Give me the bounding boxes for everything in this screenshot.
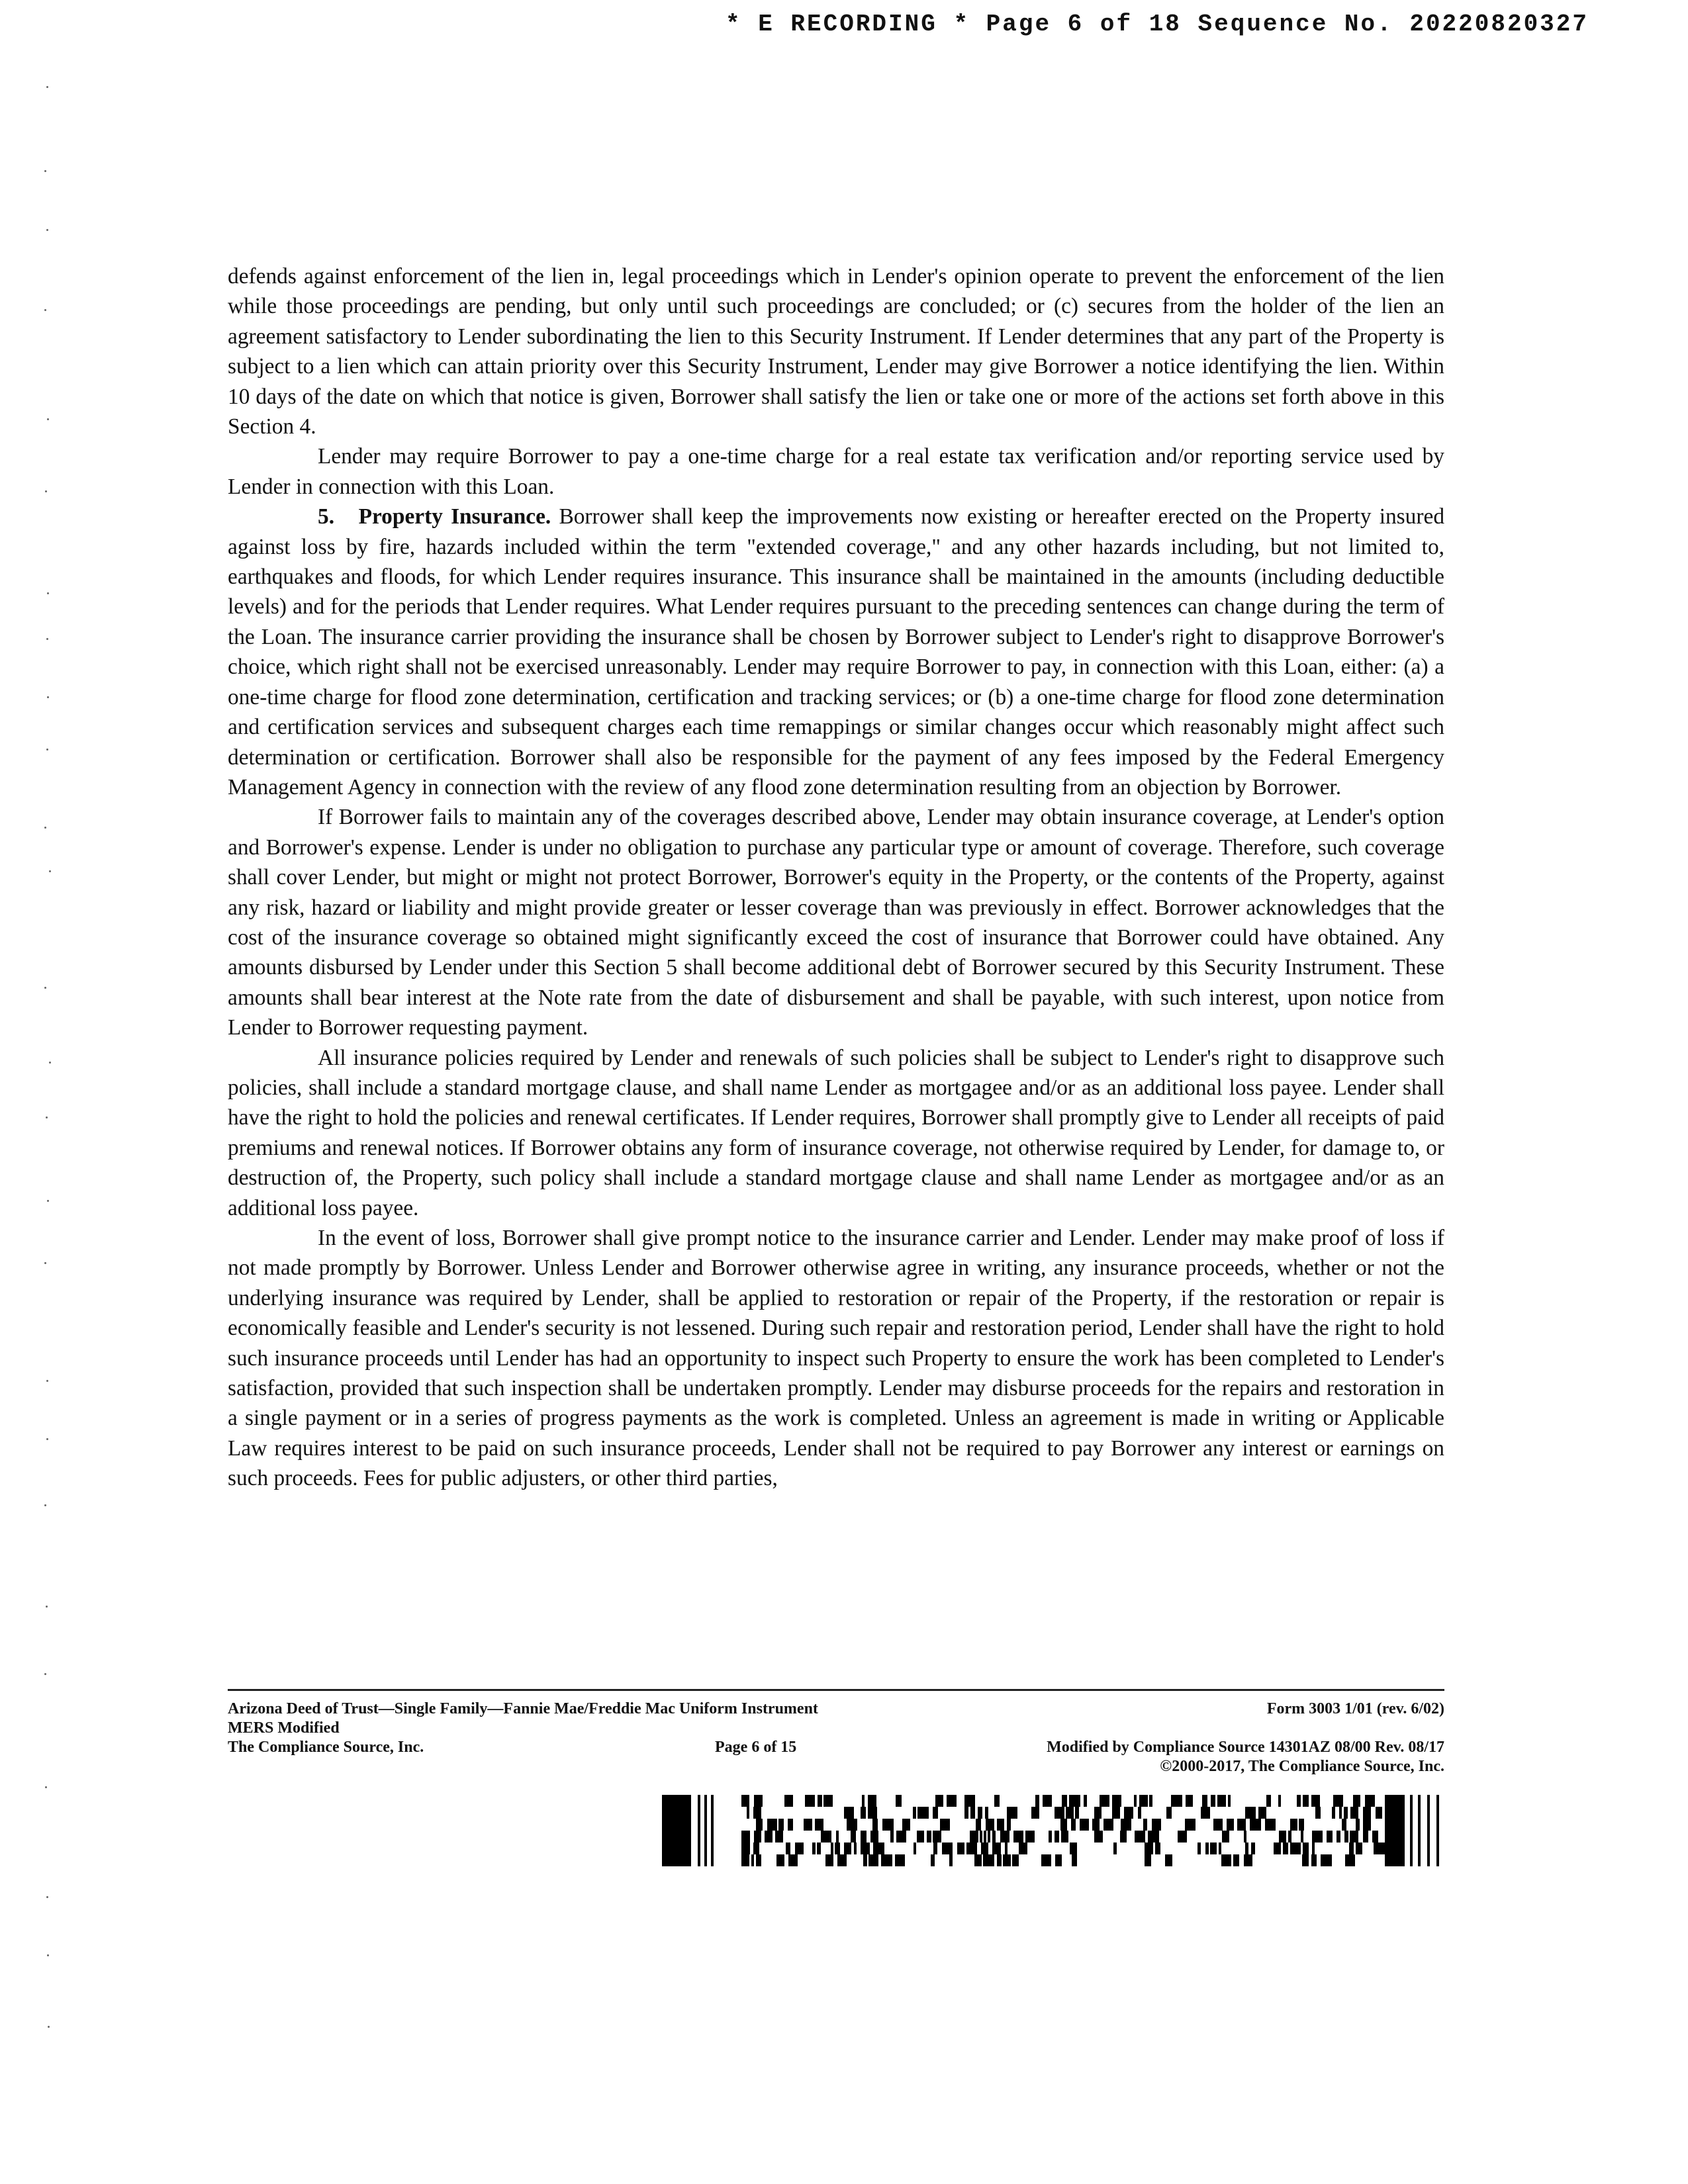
margin-dot	[46, 638, 48, 640]
margin-dot	[44, 827, 46, 829]
margin-dot	[46, 1116, 48, 1118]
margin-dots	[44, 79, 57, 2131]
margin-dot	[46, 749, 48, 751]
margin-dot	[44, 987, 46, 989]
margin-dot	[46, 1606, 48, 1608]
form-number: Form 3003 1/01 (rev. 6/02)	[1266, 1700, 1444, 1717]
margin-dot	[47, 696, 49, 698]
section-heading: Property Insurance.	[358, 504, 551, 529]
margin-dot	[44, 170, 46, 172]
paragraph-tax-verification: Lender may require Borrower to pay a one-time charge for a real estate tax verification and/or reporting service used by Lender in connection with this Loan.	[228, 444, 1444, 499]
page-footer	[228, 1700, 1444, 1776]
margin-dot	[47, 418, 49, 420]
margin-dot	[46, 86, 48, 88]
barcode-icon	[662, 1795, 1444, 1866]
recording-header: * E RECORDING * Page 6 of 18 Sequence No. 20220820327	[726, 11, 1589, 38]
document-body	[228, 261, 1444, 1494]
margin-dot	[44, 1673, 46, 1675]
section-5-property-insurance	[228, 502, 1444, 802]
margin-dot	[46, 229, 48, 231]
page-number: Page 6 of 15	[715, 1739, 797, 1756]
margin-dot	[47, 592, 49, 594]
margin-dot	[48, 2026, 50, 2028]
footer-rule	[228, 1689, 1444, 1691]
margin-dot	[45, 1786, 47, 1788]
paragraph-policies: All insurance policies required by Lender and renewals of such policies shall be subject to Lender's right to disapprove such policies, shall include a standard mortgage clause, and shall name Lender as mortgagee and/or as an additional loss payee. Lender shall have the right to hold the policies and renewal certificates. If Lender requires, Borrower shall promptly give to Lender all receipts of paid premiums and renewal notices. If Borrower obtains any form of insurance coverage, not otherwise required by Lender, for damage to, or destruction of, the Property, such policy shall include a standard mortgage clause and shall name Lender as mortgagee and/or as an additional loss payee.	[228, 1045, 1444, 1220]
paragraph-loss: In the event of loss, Borrower shall give prompt notice to the insurance carrier and Lender. Lender may make proof of loss if not made promptly by Borrower. Unless Lender and Borrower otherwise agree in writing, any insurance proceeds, whether or not the underlying insurance was required by Lender, shall be applied to restoration or repair of the Property, if the restoration or repair is economically feasible and Lender's security is not lessened. During such repair and restoration period, Lender shall have the right to hold such insurance proceeds until Lender has had an opportunity to inspect such Property to ensure the work has been completed to Lender's satisfaction, provided that such inspection shall be undertaken promptly. Lender may disburse proceeds for the repairs and restoration in a single payment or in a series of progress payments as the work is completed. Unless an agreement is made in writing or Applicable Law requires interest to be paid on such insurance proceeds, Lender shall not be required to pay Borrower any interest or earnings on such proceeds. Fees for public adjusters, or other third parties,	[228, 1226, 1444, 1491]
margin-dot	[49, 1062, 51, 1064]
section-number: 5.	[318, 504, 335, 529]
copyright: ©2000-2017, The Compliance Source, Inc.	[1160, 1758, 1444, 1775]
paragraph-continuation: defends against enforcement of the lien in, legal proceedings which in Lender's opinion operate to prevent the enforcement of the lien while those proceedings are pending, but only until such proceedings are concluded; or (c) secures from the holder of the lien an agreement satisfactory to Lender subordinating the lien to this Security Instrument. If Lender determines that any part of the Property is subject to a lien which can attain priority over this Security Instrument, Lender may give Borrower a notice identifying the lien. Within 10 days of the date on which that notice is given, Borrower shall satisfy the lien or take one or more of the actions set forth above in this Section 4.	[228, 264, 1444, 439]
company-name: The Compliance Source, Inc.	[228, 1739, 424, 1756]
margin-dot	[44, 1262, 46, 1264]
form-title: Arizona Deed of Trust—Single Family—Fannie Mae/Freddie Mac Uniform Instrument	[228, 1700, 818, 1717]
paragraph-coverage: If Borrower fails to maintain any of the coverages described above, Lender may obtain insurance coverage, at Lender's option and Borrower's expense. Lender is under no obligation to purchase any particular type or amount of coverage. Therefore, such coverage shall cover Lender, but might or might not protect Borrower, Borrower's equity in the Property, or the contents of the Property, against any risk, hazard or liability and might provide greater or lesser coverage than was previously in effect. Borrower acknowledges that the cost of the insurance coverage so obtained might significantly exceed the cost of insurance that Borrower could have obtained. Any amounts disbursed by Lender under this Section 5 shall become additional debt of Borrower secured by this Security Instrument. These amounts shall bear interest at the Note rate from the date of disbursement and shall be payable, with such interest, upon notice from Lender to Borrower requesting payment.	[228, 805, 1444, 1040]
margin-dot	[47, 1954, 49, 1956]
margin-dot	[47, 1200, 49, 1202]
modified-by: Modified by Compliance Source 14301AZ 08/00 Rev. 08/17	[1047, 1739, 1444, 1756]
mers-label: MERS Modified	[228, 1719, 340, 1737]
margin-dot	[44, 309, 46, 311]
margin-dot	[49, 870, 51, 872]
margin-dot	[46, 1380, 48, 1382]
margin-dot	[46, 1438, 48, 1440]
margin-dot	[46, 1896, 48, 1898]
section-text: Borrower shall keep the improvements now existing or hereafter erected on the Property insured against loss by fire, hazards included within the term "extended coverage," and any other hazards including, but not limited to, earthquakes and floods, for which Lender requires insurance. This insurance shall be maintained in the amounts (including deductible levels) and for the periods that Lender requires. What Lender requires pursuant to the preceding sentences can change during the term of the Loan. The insurance carrier providing the insurance shall be chosen by Borrower subject to Lender's right to disapprove Borrower's choice, which right shall not be exercised unreasonably. Lender may require Borrower to pay, in connection with this Loan, either: (a) a one-time charge for flood zone determination, certification and tracking services; or (b) a one-time charge for flood zone determination and certification services and subsequent charges each time remappings or similar changes occur which reasonably might affect such determination or certification. Borrower shall also be responsible for the payment of any fees imposed by the Federal Emergency Management Agency in connection with the review of any flood zone determination resulting from an objection by Borrower.	[228, 504, 1445, 799]
margin-dot	[44, 1504, 46, 1506]
margin-dot	[45, 490, 47, 492]
